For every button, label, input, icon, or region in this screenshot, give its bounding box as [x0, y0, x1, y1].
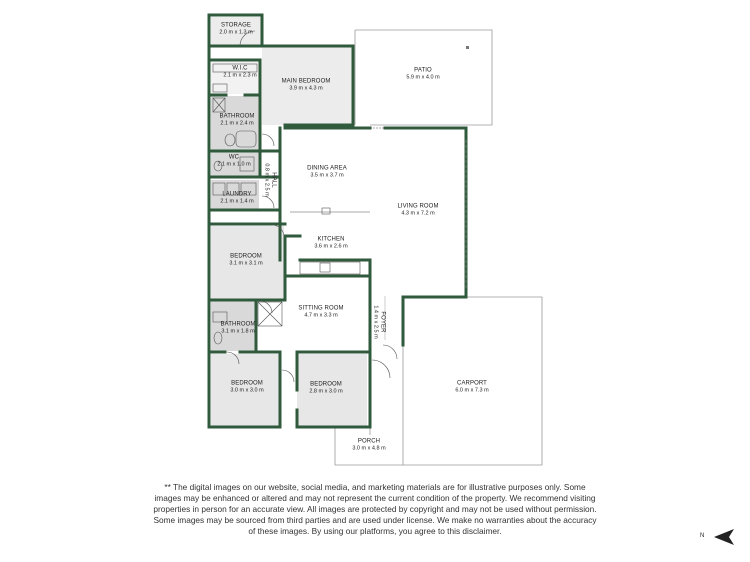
room-label-porch — [352, 438, 385, 451]
room-dims: 2.8 m x 3.0 m — [309, 388, 343, 395]
room-dims: 3.0 m x 4.8 m — [352, 445, 386, 452]
room-label-wc — [217, 154, 250, 167]
room-label-sitting-room — [298, 305, 343, 318]
room-name: HALL — [270, 172, 277, 188]
room-name: BEDROOM — [230, 253, 262, 260]
room-dims: 2.0 m x 1.3 m — [219, 29, 253, 36]
room-dims: 3.9 m x 4.3 m — [289, 85, 323, 92]
room-dims: 6.0 m x 7.3 m — [455, 387, 489, 394]
disclaimer-text: ** The digital images on our website, social media, and marketing materials are for illustrative purposes only. Some images may be enhanced or altered and may not represent the current condition of the property. We recommend visiting properties in person for an accurate view. All images are protected by copyright and may not be used without permission. Some images may be sourced from third parties and are used under license. We make no warranties about the accuracy of these images. By using our platforms, you agree to this disclaimer. — [153, 482, 597, 536]
room-name: W.I.C — [232, 65, 248, 72]
room-name: SITTING ROOM — [298, 305, 344, 312]
room-dims: 0.8 m x 2.5 m — [263, 163, 270, 197]
room-label-dining-area — [307, 165, 347, 178]
room-name: PORCH — [357, 438, 381, 445]
north-arrow-icon — [700, 526, 740, 548]
room-label-laundry — [220, 191, 253, 204]
room-name: DINING AREA — [307, 165, 347, 172]
room-label-carport — [455, 380, 488, 393]
room-dims: 4.3 m x 7.2 m — [401, 210, 435, 217]
room-name: PATIO — [414, 67, 432, 74]
room-label-kitchen — [314, 236, 347, 249]
room-name: BEDROOM — [231, 380, 263, 387]
room-label-bedroom-4 — [309, 381, 342, 394]
room-dims: 1.4 m x 2.5 m — [372, 305, 379, 339]
room-label-patio — [406, 67, 439, 80]
room-label-main-bedroom — [282, 78, 331, 91]
room-name: WC — [228, 154, 240, 161]
room-name: CARPORT — [457, 380, 487, 387]
room-dims: 2.1 m x 2.4 m — [220, 120, 254, 127]
room-dims: 5.9 m x 4.0 m — [406, 74, 440, 81]
room-label-bedroom-3 — [230, 380, 263, 393]
room-dims: 2.1 m x 1.0 m — [217, 161, 251, 168]
room-name: KITCHEN — [317, 236, 345, 243]
room-dims: 2.1 m x 2.3 m — [223, 72, 257, 79]
room-name: FOYER — [379, 311, 386, 333]
room-label-bathroom — [219, 113, 254, 126]
room-dims: 3.5 m x 3.7 m — [310, 172, 344, 179]
room-name: LIVING ROOM — [397, 203, 439, 210]
room-dims: 3.1 m x 3.1 m — [229, 260, 263, 267]
room-dims: 3.0 m x 3.0 m — [230, 387, 264, 394]
room-label-wic — [223, 65, 256, 78]
room-label-foyer — [372, 305, 385, 338]
room-label-storage — [219, 22, 252, 35]
compass-north-label: N — [700, 533, 705, 539]
room-name: MAIN BEDROOM — [281, 78, 331, 85]
room-dims: 4.7 m x 3.3 m — [304, 312, 338, 319]
room-name: BEDROOM — [310, 381, 342, 388]
room-name: LAUNDRY — [222, 191, 252, 198]
room-dims: 3.6 m x 2.6 m — [314, 243, 348, 250]
room-label-hall — [263, 163, 276, 196]
room-dims: 2.1 m x 1.4 m — [220, 198, 254, 205]
room-name: BATHROOM — [219, 113, 255, 120]
room-name: STORAGE — [221, 22, 251, 29]
room-label-living-room — [397, 203, 438, 216]
room-label-bathroom-2 — [220, 321, 255, 334]
room-name: BATHROOM — [220, 321, 256, 328]
room-label-bedroom-2 — [229, 253, 262, 266]
compass — [700, 526, 740, 548]
room-dims: 3.1 m x 1.8 m — [221, 328, 255, 335]
